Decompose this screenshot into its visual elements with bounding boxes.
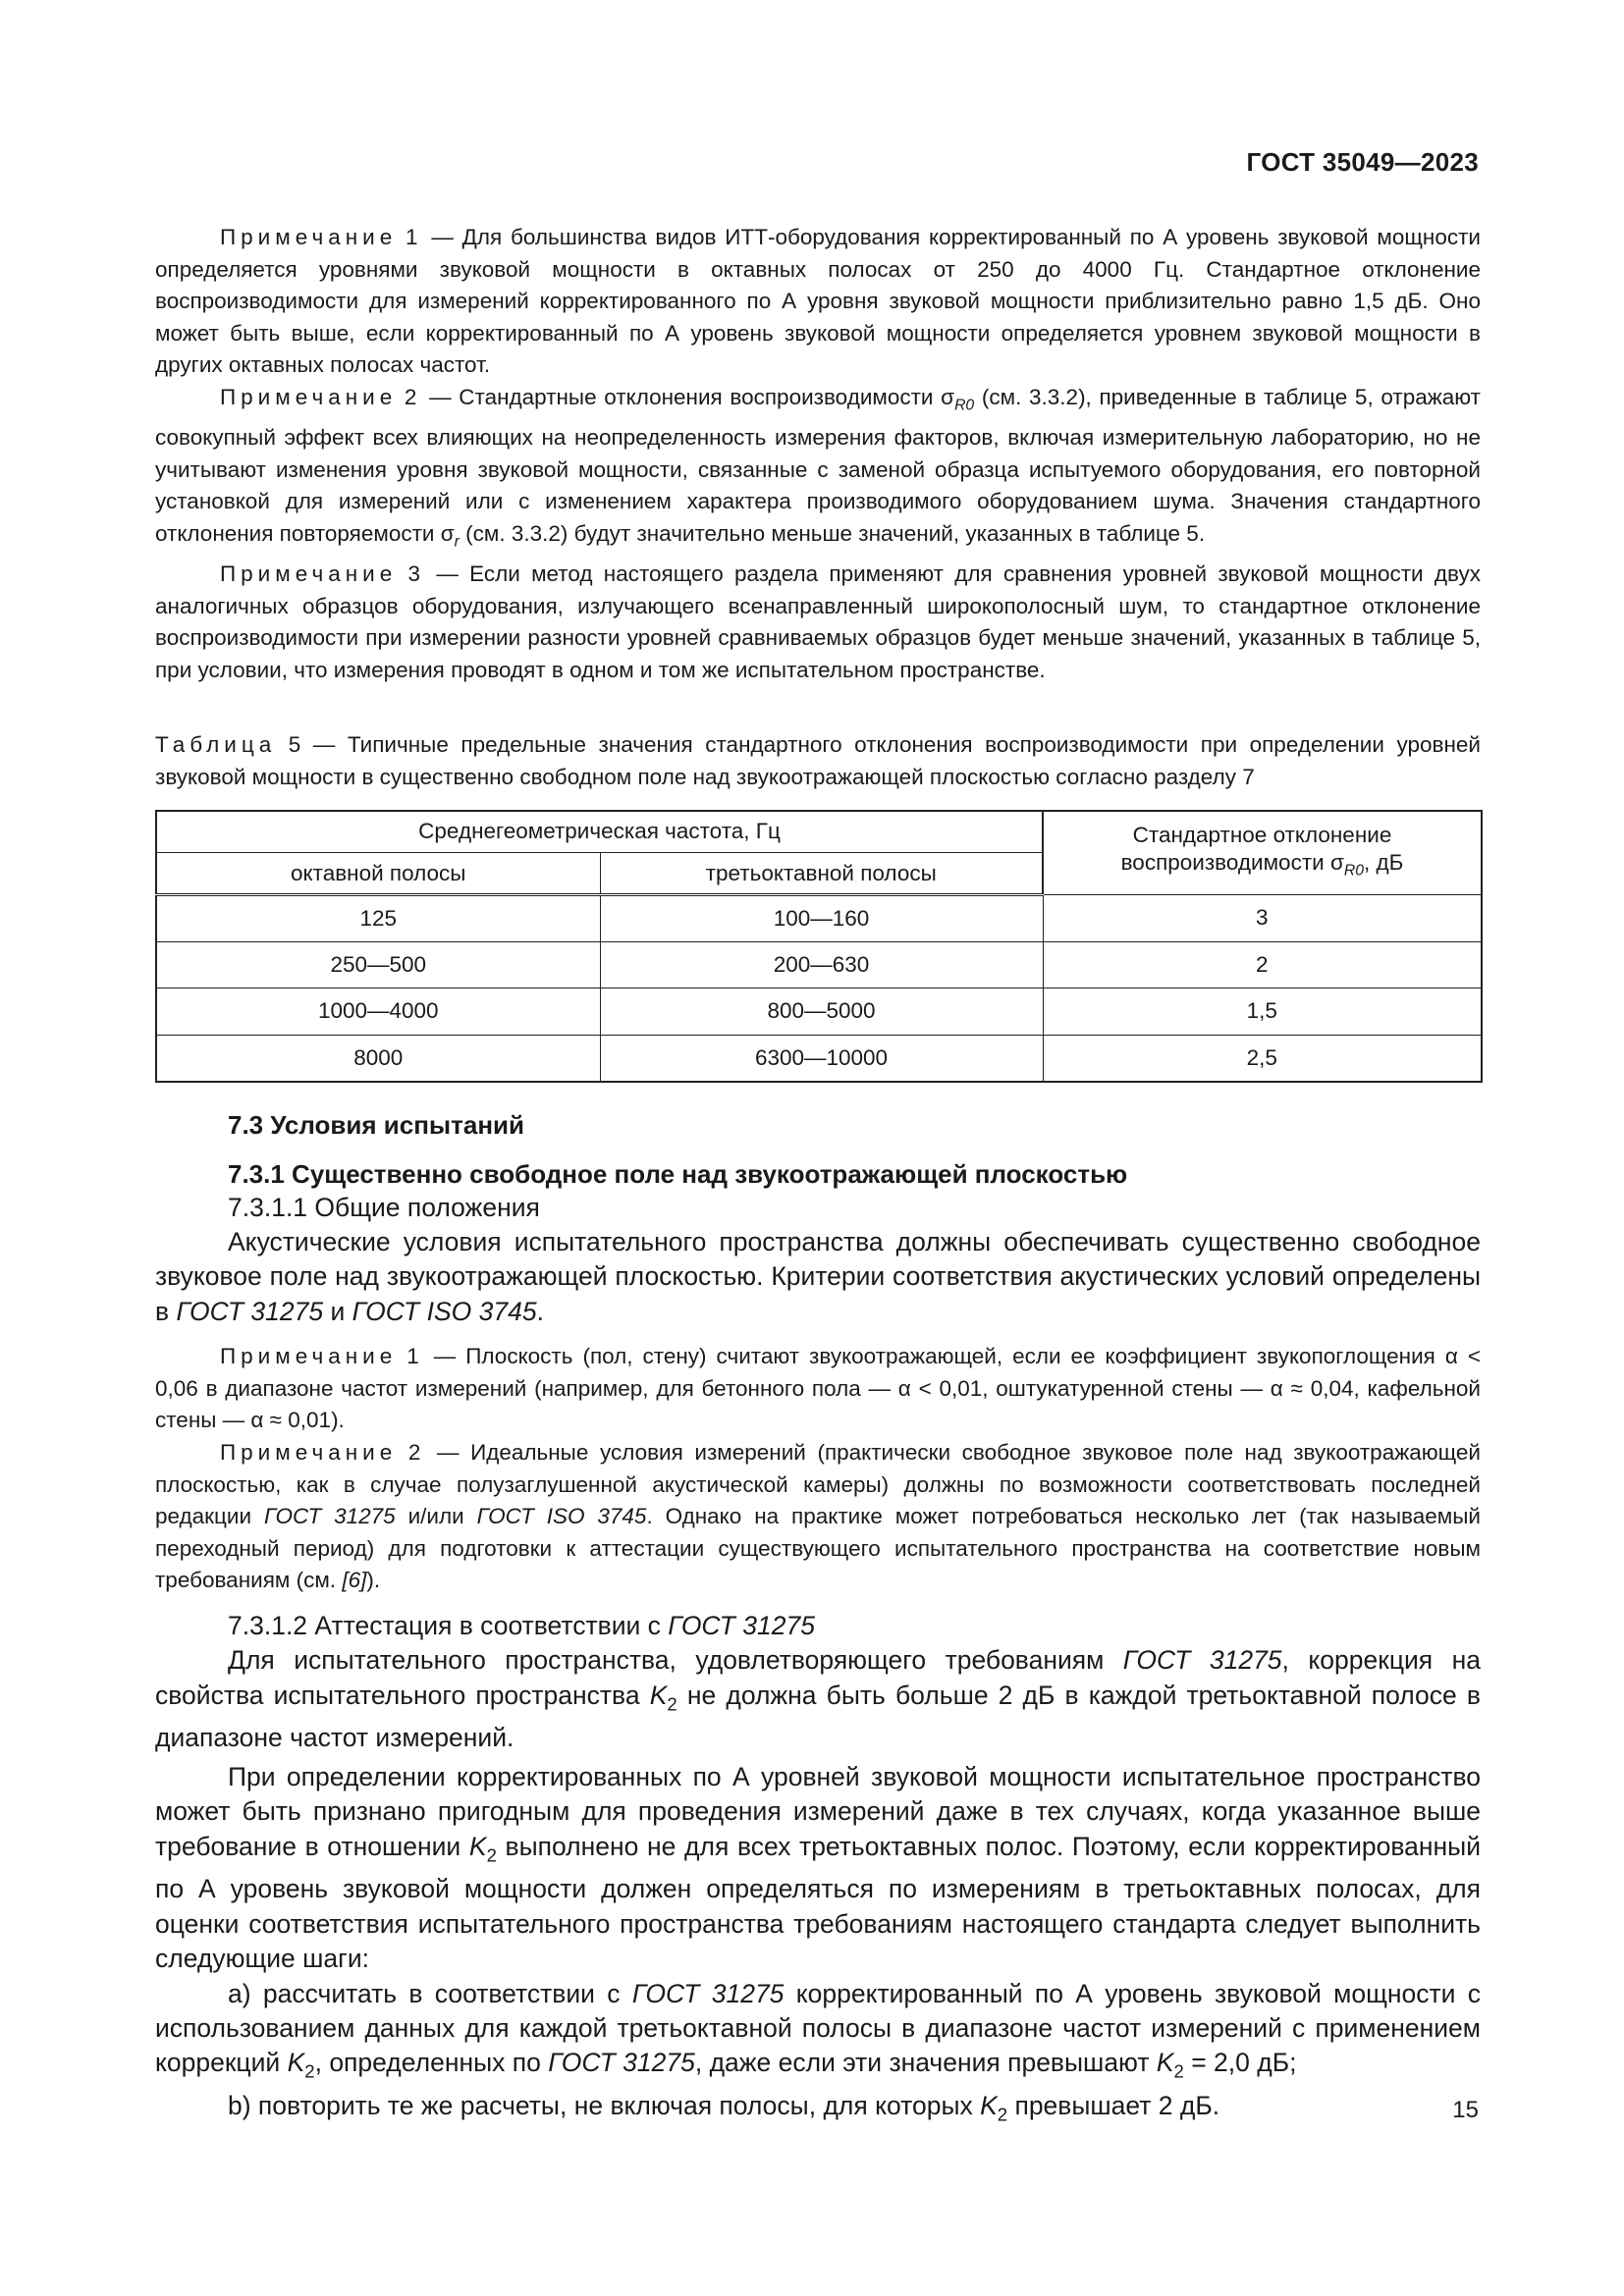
list-item-b: b) повторить те же расчеты, не включая полосы, для которых $K_2$ превышает 2 дБ.: [228, 2091, 1220, 2125]
table-caption: Таблица 5 — Типичные предельные значения стандартного отклонения воспроизводимости при определении уровней звуковой мощности в существенно свободном поле над звукоотражающей плоскостью согласно разделу 7: [155, 732, 1481, 789]
table-row: 125 100—160 3: [156, 895, 1482, 942]
data-table: [155, 810, 1483, 1083]
header-third-octave: третьоктавной полосы: [600, 853, 1043, 895]
table-row: 250—500 200—630 2: [156, 941, 1482, 988]
list-item-a: a) рассчитать в соответствии с ГОСТ 31275 корректированный по А уровень звуковой мощности с использованием данных для каждой третьоктавной полосы в диапазоне частот измерений с применением коррекций $K_2$, определенных по ГОСТ 31275, даже если эти значения превышают $K_2 = 2,0$ дБ;: [155, 1978, 1481, 2082]
page-number: 15: [1452, 2097, 1479, 2123]
subsection-heading: 7.3.1 Существенно свободное поле над звукоотражающей плоскостью: [228, 1158, 1128, 1189]
table-row: 1000—4000 800—5000 1,5: [156, 988, 1482, 1036]
paragraph-correction: Для испытательного пространства, удовлетворяющего требованиям ГОСТ 31275, коррекция на свойства испытательного пространства $K_2$ не должна быть больше 2 дБ в каждой третьоктавной полосе в диапазоне частот измерений.: [155, 1645, 1481, 1753]
header-octave: октавной полосы: [156, 853, 600, 895]
section-heading: 7.3 Условия испытаний: [228, 1109, 524, 1140]
table-row: 8000 6300—10000 2,5: [156, 1035, 1482, 1082]
section-note-2: Примечание 2 — Идеальные условия измерений (практически свободное звуковое поле над звукоотражающей плоскостью, как в случае полузаглушенной акустической камеры) должны по возможности соответствовать последней редакции ГОСТ 31275 и/или ГОСТ ISO 3745. Однако на практике может потребоваться несколько лет (так называемый переходный период) для подготовки к аттестации существующего испытательного пространства на соответствие новым требованиям (см. [6]).: [155, 1439, 1481, 1593]
note-1: Примечание 1 — Для большинства видов ИТТ-оборудования корректированный по А уровень звуковой мощности определяется уровнями звуковой мощности в октавных полосах от 250 до 4000 Гц. Стандартное отклонение воспроизводимости для измерений корректированного по А уровня звуковой мощности приблизительно равно 1,5 дБ. Оно может быть выше, если корректированный по А уровень звуковой мощности определяется уровнем звуковой мощности в других октавных полосах частот.: [155, 225, 1481, 378]
attestation-heading: 7.3.1.2 Аттестация в соответствии с ГОСТ 31275: [228, 1610, 815, 1640]
section-note-1: Примечание 1 — Плоскость (пол, стену) считают звукоотражающей, если ее коэффициент звукопоглощения α < 0,06 в диапазоне частот измерений (например, для бетонного пола — α < 0,01, оштукатуренной стены — α ≈ 0,04, кафельной стены — α ≈ 0,01).: [155, 1344, 1481, 1433]
document-id: ГОСТ 35049—2023: [1246, 147, 1479, 177]
header-std-deviation: Стандартное отклонение воспроизводимости $\sigma_{R0}$, дБ: [1043, 811, 1482, 895]
paragraph-steps-intro: При определении корректированных по А уровней звуковой мощности испытательное пространство может быть признано пригодным для проведения измерений даже в тех случаях, когда указанное выше требование в отношении $K_2$ выполнено не для всех третьоктавных полос. Поэтому, если корректированный по А уровень звуковой мощности должен определяться по измерениям в третьоктавных полосах, для оценки соответствия испытательного пространства требованиям настоящего стандарта следует выполнить следующие шаги:: [155, 1761, 1482, 1974]
subsubsection-heading: 7.3.1.1 Общие положения: [228, 1192, 540, 1222]
note-3: Примечание 3 — Если метод настоящего раздела применяют для сравнения уровней звуковой мощности двух аналогичных образцов оборудования, излучающего всенаправленный широкополосный шум, то стандартное отклонение воспроизводимости при измерении разности уровней сравниваемых образцов будет меньше значений, указанных в таблице 5, при условии, что измерения проводят в одном и том же испытательном пространстве.: [155, 561, 1481, 682]
note-2: Примечание 2 — Стандартные отклонения воспроизводимости $\sigma_{R0}$ (см. 3.3.2), приведенные в таблице 5, отражают совокупный эффект всех влияющих на неопределенность измерения факторов, включая измерительную лабораторию, но не учитывают изменения уровня звуковой мощности, связанные с заменой образца испытуемого оборудования, его повторной установкой для измерений или с изменением характера производимого оборудованием шума. Значения стандартного отклонения повторяемости $\sigma_r$ (см. 3.3.2) будут значительно меньше значений, указанных в таблице 5.: [155, 384, 1481, 551]
header-frequency: Среднегеометрическая частота, Гц: [156, 811, 1043, 853]
page-content: [155, 222, 1481, 2132]
paragraph-conditions: Акустические условия испытательного пространства должны обеспечивать существенно свободное звуковое поле над звукоотражающей плоскостью. Критерии соответствия акустических условий определены в ГОСТ 31275 и ГОСТ ISO 3745.: [155, 1226, 1481, 1326]
